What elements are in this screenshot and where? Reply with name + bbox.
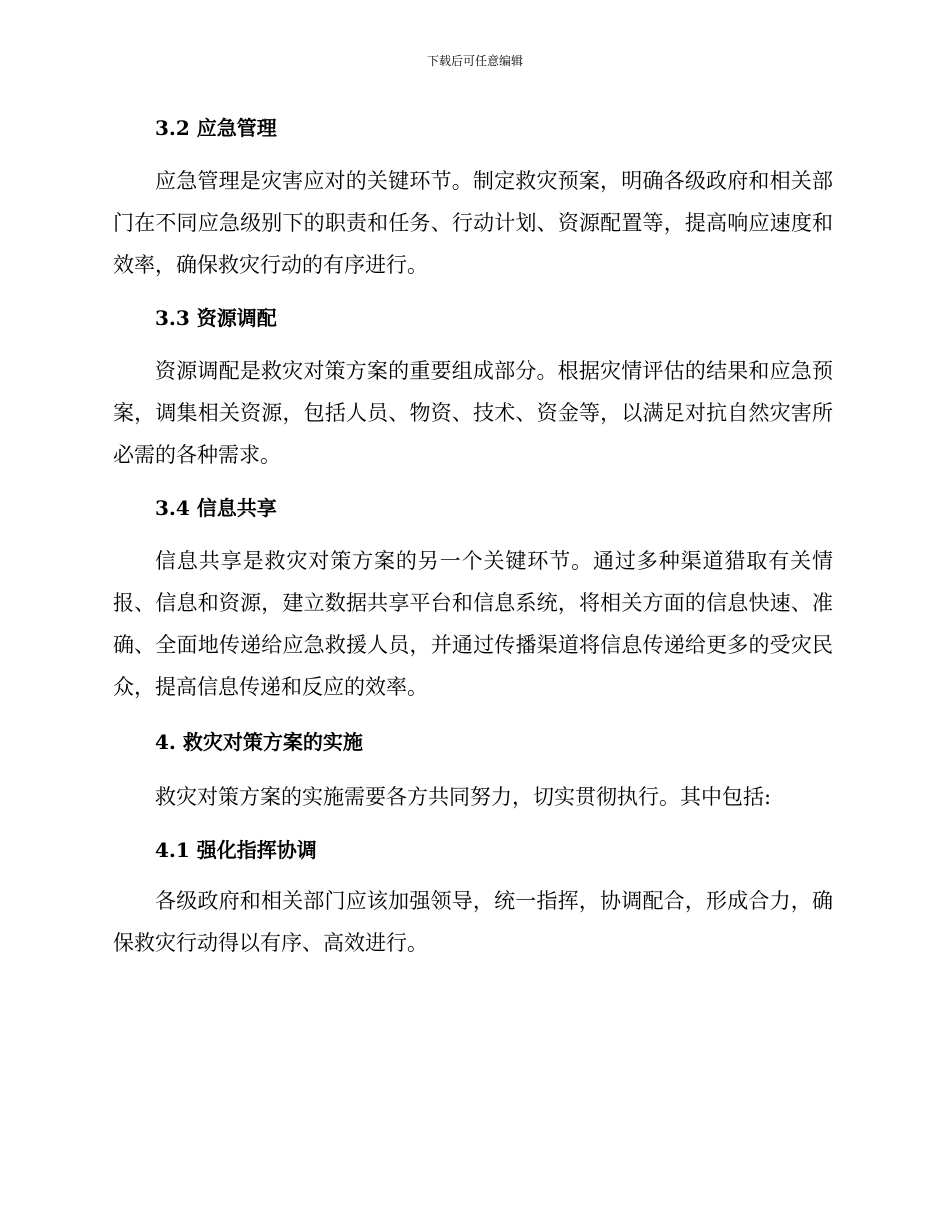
section-paragraph-3-3: 资源调配是救灾对策方案的重要组成部分。根据灾情评估的结果和应急预案，调集相关资源，包括人员、物资、技术、资金等，以满足对抗自然灾害所必需的各种需求。 <box>113 359 833 467</box>
section-paragraph-3-4: 信息共享是救灾对策方案的另一个关键环节。通过多种渠道猎取有关情报、信息和资源，建立数据共享平台和信息系统，将相关方面的信息快速、准确、全面地传递给应急救援人员，并通过传播渠道将信息传递给更多的受灾民众，提高信息传递和反应的效率。 <box>113 549 833 699</box>
section-heading-4-1: 4.1 强化指挥协调 <box>155 838 317 862</box>
section-heading-4: 4. 救灾对策方案的实施 <box>155 730 363 754</box>
section-heading-3-3: 3.3 资源调配 <box>155 306 277 330</box>
section-paragraph-3-2: 应急管理是灾害应对的关键环节。制定救灾预案，明确各级政府和相关部门在不同应急级别下的职责和任务、行动计划、资源配置等，提高响应速度和效率，确保救灾行动的有序进行。 <box>113 169 833 277</box>
section-heading-3-4: 3.4 信息共享 <box>155 496 277 520</box>
document-body <box>113 108 833 964</box>
section-paragraph-4-1: 各级政府和相关部门应该加强领导，统一指挥，协调配合，形成合力，确保救灾行动得以有序、高效进行。 <box>113 889 833 955</box>
section-paragraph-4: 救灾对策方案的实施需要各方共同努力，切实贯彻执行。其中包括: <box>155 785 772 809</box>
page-header-note: 下载后可任意编辑 <box>426 54 523 68</box>
section-heading-3-2: 3.2 应急管理 <box>155 116 277 140</box>
